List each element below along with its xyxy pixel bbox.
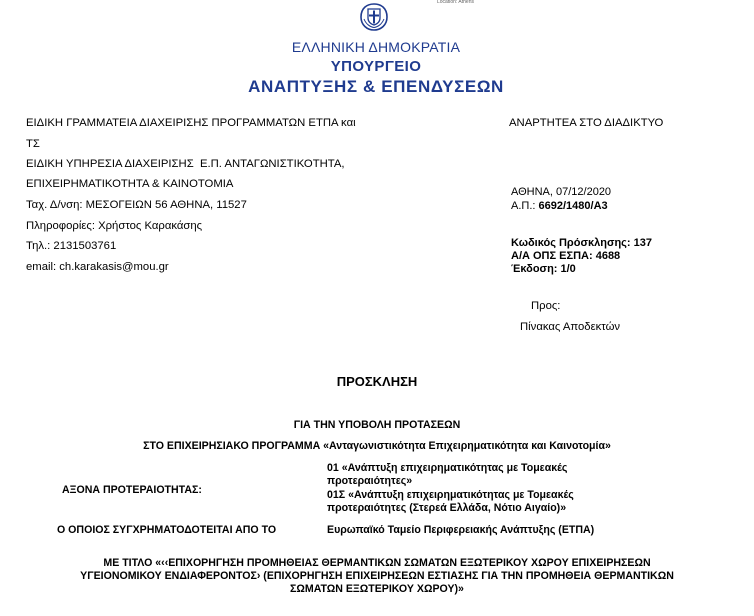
subject-line2: ΥΓΕΙΟΝΟΜΙΚΟΥ ΕΝΔΙΑΦΕΡΟΝΤΟΣ› (ΕΠΙΧΟΡΗΓΗΣΗ ΕΠΙΧΕΙΡΗΣΕΩΝ ΕΣΤΙΑΣΗΣ ΓΙΑ ΤΗΝ ΠΡΟΜΗΘΕΙΑ ΘΕΡΜΑΝΤΙΚΩΝ — [80, 570, 674, 582]
recipient-value: Πίνακας Αποδεκτών — [520, 321, 621, 333]
republic-heading: ΕΛΛΗΝΙΚΗ ΔΗΜΟΚΡΑΤΙΑ — [291, 39, 461, 55]
sender-phone: Τηλ.: 2131503761 — [26, 240, 117, 252]
subject-line1: ΜΕ ΤΙΤΛΟ «‹‹ΕΠΙΧΟΡΗΓΗΣΗ ΠΡΟΜΗΘΕΙΑΣ ΘΕΡΜΑΝΤΙΚΩΝ ΣΩΜΑΤΩΝ ΕΞΩΤΕΡΙΚΟΥ ΧΩΡΟΥ ΕΠΙΧΕΙΡΗΣΕΩΝ — [103, 557, 651, 569]
document-title: ΠΡΟΣΚΛΗΣΗ — [336, 374, 418, 389]
protocol-label: Α.Π.: — [511, 200, 539, 212]
publication-note: ΑΝΑΡΤΗΤΕΑ ΣΤΟ ΔΙΑΔΙΚΤΥΟ — [509, 117, 664, 129]
sender-info: Πληροφορίες: Χρήστος Καρακάσης — [26, 220, 203, 232]
protocol-value: 6692/1480/Α3 — [538, 200, 608, 212]
recipient-label: Προς: — [531, 300, 561, 312]
ministry-heading-line2: ΑΝΑΠΤΥΞΗΣ & ΕΠΕΝΔΥΣΕΩΝ — [248, 77, 504, 96]
axis-01s-line1: 01Σ «Ανάπτυξη επιχειρηματικότητας με Τομεακές — [327, 489, 574, 501]
sender-email: email: ch.karakasis@mou.gr — [26, 261, 169, 273]
location-note: Location: Athens — [437, 0, 474, 5]
programme-heading: ΣΤΟ ΕΠΙΧΕΙΡΗΣΙΑΚΟ ΠΡΟΓΡΑΜΜΑ «Ανταγωνιστικότητα Επιχειρηματικότητα και Καινοτομία» — [143, 440, 611, 452]
sender-line2: ΤΣ — [26, 138, 40, 150]
axis-01s-line2: προτεραιότητες (Στερεά Ελλάδα, Νότιο Αιγαίο)» — [327, 502, 567, 514]
sender-address: Ταχ. Δ/νση: ΜΕΣΟΓΕΙΩΝ 56 ΑΘΗΝΑ, 11527 — [26, 199, 247, 211]
axis-label: ΑΞΟΝΑ ΠΡΟΤΕΡΑΙΟΤΗΤΑΣ: — [62, 484, 202, 496]
sender-line4: ΕΠΙΧΕΙΡΗΜΑΤΙΚΟΤΗΤΑ & ΚΑΙΝΟΤΟΜΙΑ — [26, 178, 234, 190]
submission-heading: ΓΙΑ ΤΗΝ ΥΠΟΒΟΛΗ ΠΡΟΤΑΣΕΩΝ — [293, 419, 461, 431]
greek-coat-of-arms-emblem — [358, 2, 390, 32]
version: Έκδοση: 1/0 — [511, 263, 576, 275]
ministry-heading-line1: ΥΠΟΥΡΓΕΙΟ — [330, 58, 422, 75]
document-date: ΑΘΗΝΑ, 07/12/2020 — [511, 186, 612, 198]
protocol-number — [511, 200, 608, 213]
axis-01-line2: προτεραιότητες» — [327, 475, 413, 487]
fund-label: Ο ΟΠΟΙΟΣ ΣΥΓΧΡΗΜΑΤΟΔΟΤΕΙΤΑΙ ΑΠΟ ΤΟ — [57, 524, 277, 536]
subject-line3: ΣΩΜΑΤΩΝ ΕΞΩΤΕΡΙΚΟΥ ΧΩΡΟΥ)» — [290, 583, 464, 595]
sender-line3: ΕΙΔΙΚΗ ΥΠΗΡΕΣΙΑ ΔΙΑΧΕΙΡΙΣΗΣ Ε.Π. ΑΝΤΑΓΩΝΙΣΤΙΚΟΤΗΤΑ, — [26, 158, 345, 170]
axis-01-line1: 01 «Ανάπτυξη επιχειρηματικότητας με Τομεακές — [327, 462, 568, 474]
sender-line1: ΕΙΔΙΚΗ ΓΡΑΜΜΑΤΕΙΑ ΔΙΑΧΕΙΡΙΣΗΣ ΠΡΟΓΡΑΜΜΑΤΩΝ ΕΤΠΑ και — [26, 117, 356, 129]
fund-value: Ευρωπαϊκό Ταμείο Περιφερειακής Ανάπτυξης (ΕΤΠΑ) — [327, 524, 595, 536]
aa-ops-espa: Α/Α ΟΠΣ ΕΣΠΑ: 4688 — [511, 250, 621, 262]
call-code: Κωδικός Πρόσκλησης: 137 — [511, 237, 652, 249]
